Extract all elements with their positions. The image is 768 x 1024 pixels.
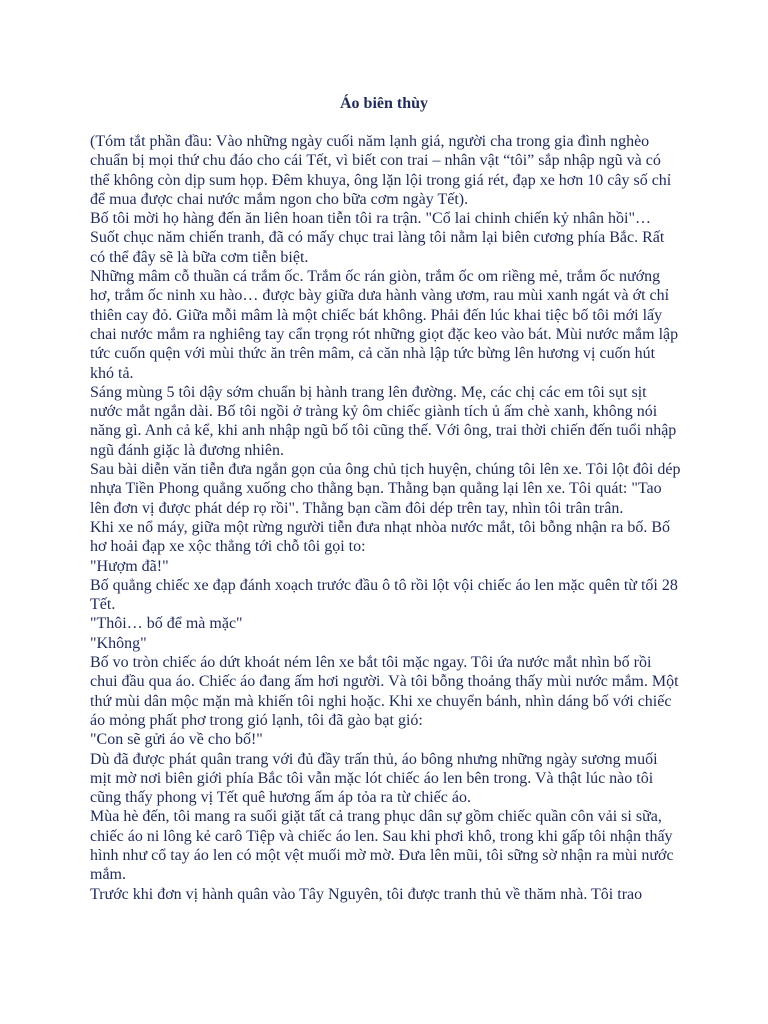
dialogue-line: "Hượm đã!" (90, 557, 169, 575)
paragraph-summary: (Tóm tắt phần đầu: Vào những ngày cuối năm lạnh giá, người cha trong gia đình nghèo chuẩn bị mọi thứ chu đáo cho cái Tết, vì biết con trai – nhân vật “tôi” sắp nhập ngũ và có thể không còn dịp sum họp. Đêm khuya, ông lặn lội trong giá rét, đạp xe hơn 10 cây số chỉ để mua được chai nước mắm ngon cho bữa cơm ngày Tết). (90, 133, 672, 208)
document-title: Áo biên thùy (339, 95, 429, 112)
paragraph: Bố tôi mời họ hàng đến ăn liên hoan tiễn tôi ra trận. "Cổ lai chinh chiến kỷ nhân hồi"… Suốt chục năm chiến tranh, đã có mấy chục trai làng tôi nằm lại biên cương phía Bắc. Rất có thể đây sẽ là bữa cơm tiễn biệt. (90, 210, 665, 266)
paragraph: Trước khi đơn vị hành quân vào Tây Nguyên, tôi được tranh thủ về thăm nhà. Tôi trao (90, 885, 643, 903)
paragraph: Những mâm cỗ thuần cá trắm ốc. Trắm ốc rán giòn, trắm ốc om riềng mẻ, trắm ốc nướng hơ, trắm ốc ninh xu hào… được bày giữa dưa hành vàng ươm, rau mùi xanh ngát và ớt chỉ thiên cay đỏ. Giữa mỗi mâm là một chiếc bát không. Phải đến lúc khai tiệc bố tôi mới lấy chai nước mắm ra nghiêng tay cẩn trọng rót những giọt đặc keo vào bát. Mùi nước mắm lập tức cuốn quện với mùi thức ăn trên mâm, cả căn nhà lập tức bừng lên hương vị cuốn hút khó tả. (90, 268, 679, 382)
paragraph: Sáng mùng 5 tôi dậy sớm chuẩn bị hành trang lên đường. Mẹ, các chị các em tôi sụt sịt nước mắt ngắn dài. Bố tôi ngồi ở tràng kỷ ôm chiếc giành tích ủ ấm chè xanh, không nói năng gì. Anh cả kể, khi anh nhập ngũ bố tôi cũng thế. Với ông, trai thời chiến đến tuổi nhập ngũ đánh giặc là đương nhiên. (90, 383, 677, 459)
dialogue-line: "Thôi… bố để mà mặc" (90, 615, 243, 633)
paragraph: Dù đã được phát quân trang với đủ đầy trấn thủ, áo bông nhưng những ngày sương muối mịt mờ nơi biên giới phía Bắc tôi vẫn mặc lót chiếc áo len bên trong. Và thật lúc nào tôi cũng thấy phong vị Tết quê hương ấm áp tỏa ra từ chiếc áo. (90, 750, 658, 807)
paragraph: Bố vo tròn chiếc áo dứt khoát ném lên xe bắt tôi mặc ngay. Tôi ứa nước mắt nhìn bố rồi chui đầu qua áo. Chiếc áo đang ấm hơi người. Và tôi bỗng thoảng thấy mùi nước mắm. Một thứ mùi dân mộc mặn mà khiến tôi nghi hoặc. Khi xe chuyển bánh, nhìn dáng bố với chiếc áo mỏng phất phơ trong gió lạnh, tôi đã gào bạt gió: (90, 654, 679, 729)
paragraph: Mùa hè đến, tôi mang ra suối giặt tất cả trang phục dân sự gồm chiếc quần côn vải si sữa, chiếc áo ni lông kẻ carô Tiệp và chiếc áo len. Sau khi phơi khô, trong khi gấp tôi nhận thấy hình như cổ tay áo len có một vệt muối mờ mờ. Đưa lên mũi, tôi sững sờ nhận ra mùi nước mắm. (90, 808, 674, 884)
paragraph: Sau bài diễn văn tiễn đưa ngắn gọn của ông chủ tịch huyện, chúng tôi lên xe. Tôi lột đôi dép nhựa Tiền Phong quẳng xuống cho thằng bạn. Thằng bạn quẳng lại lên xe. Tôi quát: "Tao lên đơn vị được phát dép rọ rồi". Thằng bạn cầm đôi dép trên tay, nhìn tôi trân trân. (90, 461, 681, 517)
paragraph: Bố quẳng chiếc xe đạp đánh xoạch trước đầu ô tô rồi lột vội chiếc áo len mặc quên từ tối 28 Tết. (90, 576, 678, 614)
dialogue-line: "Con sẽ gửi áo về cho bố!" (90, 731, 263, 749)
paragraph: Khi xe nổ máy, giữa một rừng người tiễn đưa nhạt nhòa nước mắt, tôi bỗng nhận ra bố. Bố hơ hoải đạp xe xộc thẳng tới chỗ tôi gọi to: (90, 518, 671, 556)
dialogue-line: "Không" (90, 634, 147, 652)
document-body (90, 132, 682, 904)
